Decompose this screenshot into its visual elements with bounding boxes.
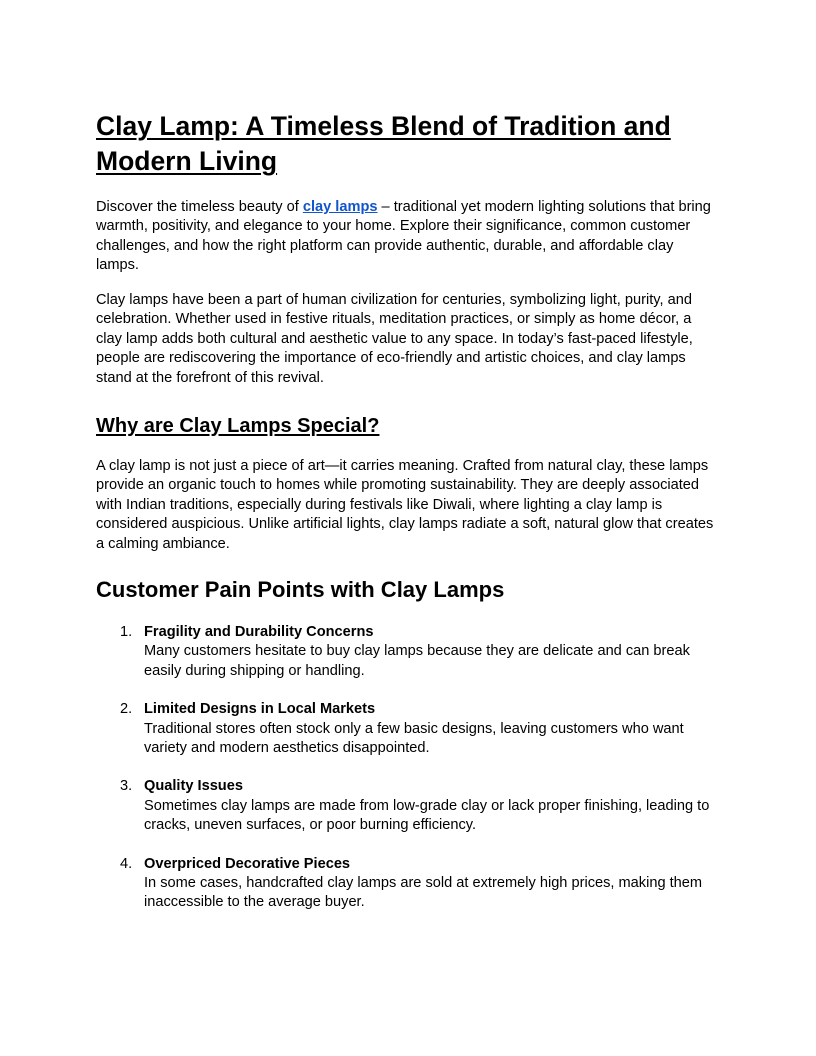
special-paragraph: A clay lamp is not just a piece of art—it carries meaning. Crafted from natural clay, these lamps provide an organic touch to homes while promoting sustainability. They are deeply associated with Indian traditions, especially during festivals like Diwali, where lighting a clay lamp is considered auspicious. Unlike artificial lights, clay lamps radiate a soft, natural glow that creates a calming ambiance. — [96, 458, 714, 552]
special-heading: Why are Clay Lamps Special? — [96, 415, 380, 437]
list-item — [96, 700, 720, 758]
list-number: 4. — [120, 855, 133, 872]
pain-points-heading: Customer Pain Points with Clay Lamps — [96, 577, 505, 602]
list-number: 1. — [120, 624, 133, 640]
list-item-description: Sometimes clay lamps are made from low-grade clay or lack proper finishing, leading to cracks, uneven surfaces, or poor burning efficiency. — [144, 797, 710, 834]
page-title: Clay Lamp: A Timeless Blend of Tradition and Modern Living — [96, 111, 671, 176]
history-paragraph: Clay lamps have been a part of human civilization for centuries, symbolizing light, purity, and celebration. Whether used in festive rituals, meditation practices, or simply as home décor, a clay lamp adds both cultural and aesthetic value to any space. In today’s fast-paced lifestyle, people are rediscovering the importance of eco-friendly and artistic choices, and clay lamps stand at the forefront of this revival. — [96, 292, 693, 386]
list-item — [96, 623, 720, 681]
intro-text-after: – traditional yet modern lighting solutions that bring warmth, positivity, and elegance to your home. Explore their significance, common customer challenges, and how the right platform can provide authentic, durable, and affordable clay lamps. — [96, 199, 711, 274]
list-item-description: Many customers hesitate to buy clay lamps because they are delicate and can break easily during shipping or handling. — [144, 643, 690, 679]
list-item-title: Fragility and Durability Concerns — [144, 624, 374, 640]
list-number: 3. — [120, 778, 133, 795]
list-item-title: Limited Designs in Local Markets — [144, 701, 376, 718]
list-item-title: Quality Issues — [144, 778, 243, 795]
list-item-title: Overpriced Decorative Pieces — [144, 855, 351, 872]
list-number: 2. — [120, 701, 133, 718]
clay-lamps-link[interactable]: clay lamps — [302, 199, 378, 215]
list-item — [96, 777, 720, 835]
intro-paragraph — [96, 198, 720, 276]
intro-text-before: Discover the timeless beauty of — [96, 199, 303, 215]
list-item-description: Traditional stores often stock only a few basic designs, leaving customers who want variety and modern aesthetics disappointed. — [144, 720, 684, 757]
pain-points-list — [96, 623, 720, 932]
list-item — [96, 855, 720, 913]
list-item-description: In some cases, handcrafted clay lamps are sold at extremely high prices, making them inaccessible to the average buyer. — [144, 875, 703, 911]
